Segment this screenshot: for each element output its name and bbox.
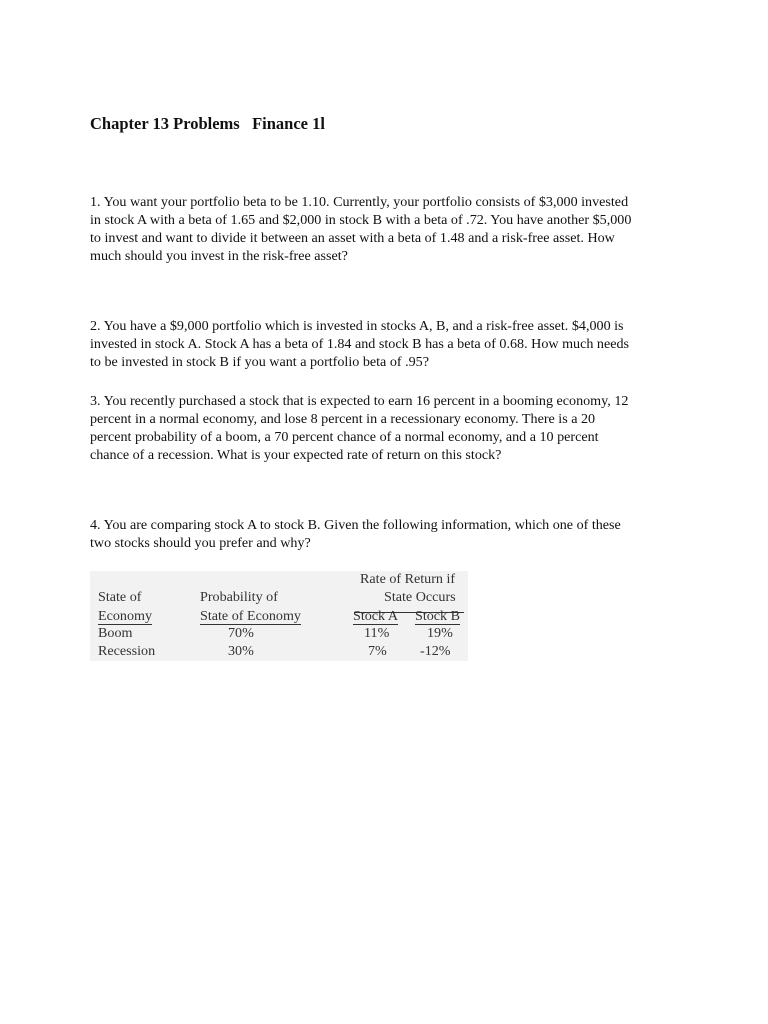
problem-3 — [90, 392, 680, 464]
column-header: State of Economy — [200, 608, 301, 624]
problem-2 — [90, 317, 680, 371]
problem-line: much should you invest in the risk-free asset? — [90, 248, 348, 264]
returns-table — [90, 571, 468, 661]
group-header: Rate of Return if — [360, 571, 456, 587]
problem-line: in stock A with a beta of 1.65 and $2,000 in stock B with a beta of .72. You have another $5,000 — [90, 212, 632, 228]
problem-line: percent in a normal economy, and lose 8 percent in a recessionary economy. There is a 20 — [90, 411, 596, 427]
table-cell-probability: 70% — [228, 625, 254, 641]
problem-line: 3. You recently purchased a stock that is expected to earn 16 percent in a booming economy, 12 — [90, 393, 629, 409]
problem-4 — [90, 516, 680, 552]
table-cell-stock-b: 19% — [427, 625, 453, 641]
table-cell-probability: 30% — [228, 643, 254, 659]
column-header: Stock B — [415, 608, 461, 624]
table-cell-stock-b: -12% — [420, 643, 451, 659]
problem-line: 4. You are comparing stock A to stock B. Given the following information, which one of these — [90, 517, 621, 533]
column-header: Economy — [98, 608, 153, 624]
problem-line: two stocks should you prefer and why? — [90, 535, 311, 551]
problem-line: invested in stock A. Stock A has a beta of 1.84 and stock B has a beta of 0.68. How much needs — [90, 336, 629, 352]
column-header: Stock A — [353, 608, 399, 624]
problem-line: to invest and want to divide it between an asset with a beta of 1.48 and a risk-free asset. How — [90, 230, 615, 246]
column-header: State of — [98, 589, 142, 605]
problem-line: chance of a recession. What is your expected rate of return on this stock? — [90, 447, 502, 463]
table-cell-state: Boom — [98, 625, 133, 641]
problem-line: 2. You have a $9,000 portfolio which is invested in stocks A, B, and a risk-free asset. $4,000 is — [90, 318, 624, 334]
problem-1 — [90, 193, 680, 265]
group-header: State Occurs — [384, 589, 456, 605]
problem-line: percent probability of a boom, a 70 percent chance of a normal economy, and a 10 percent — [90, 429, 599, 445]
page-title: Chapter 13 Problems Finance 1l — [90, 114, 325, 133]
table-cell-stock-a: 7% — [368, 643, 387, 659]
table-cell-state: Recession — [98, 643, 156, 659]
column-header: Probability of — [200, 589, 278, 605]
problem-line: to be invested in stock B if you want a portfolio beta of .95? — [90, 354, 429, 370]
problem-line: 1. You want your portfolio beta to be 1.10. Currently, your portfolio consists of $3,000 invested — [90, 194, 629, 210]
table-cell-stock-a: 11% — [364, 625, 390, 641]
